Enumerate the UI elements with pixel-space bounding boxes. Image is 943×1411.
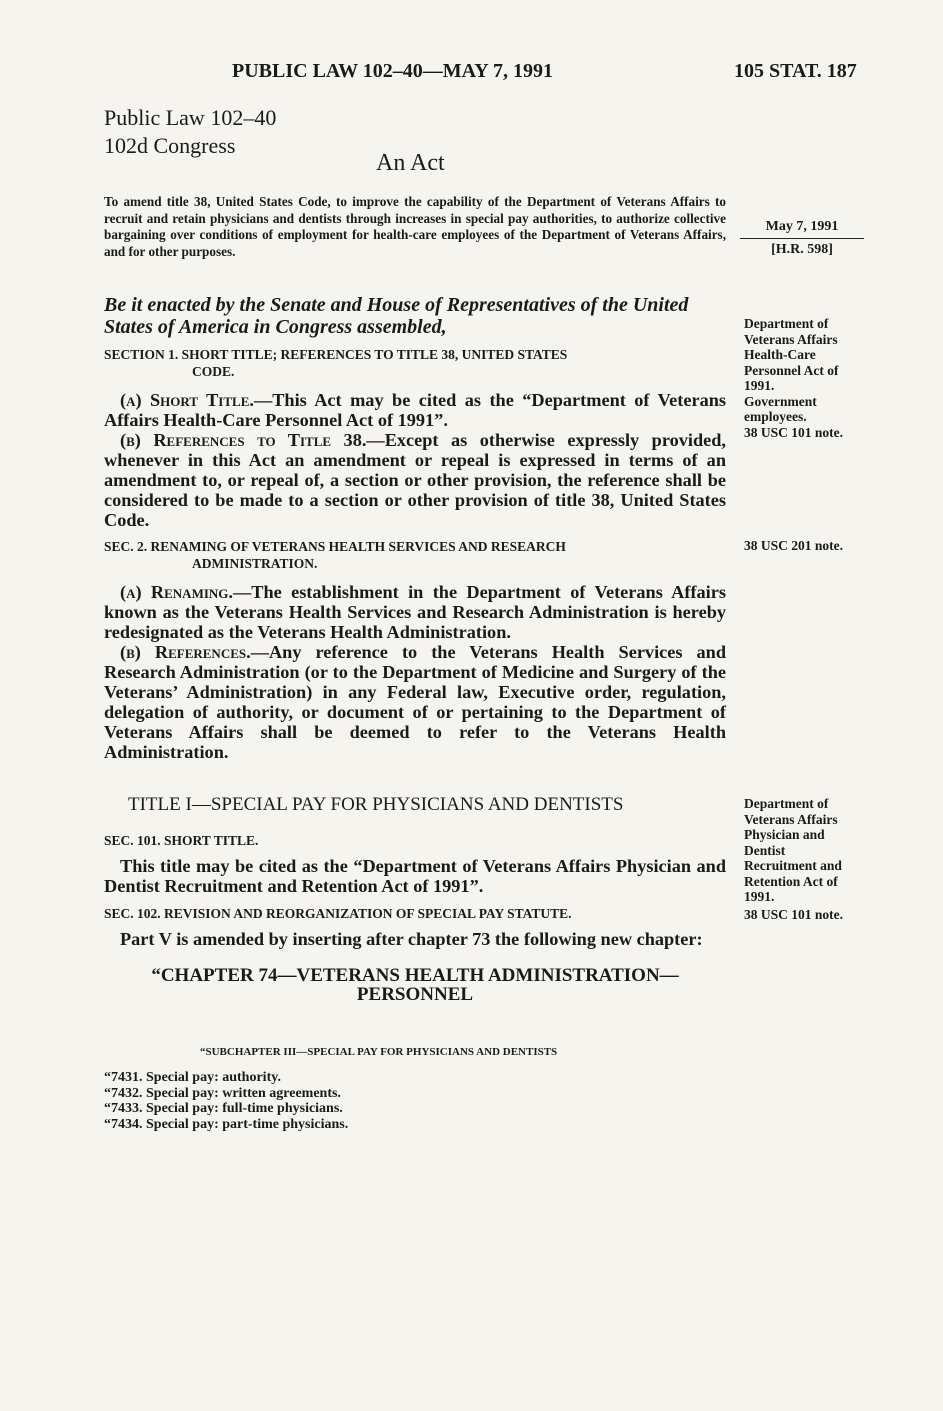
- enactment-date-block: [740, 218, 864, 259]
- margin-note-physician-act: [744, 796, 869, 905]
- title-1-heading: TITLE I—SPECIAL PAY FOR PHYSICIANS AND DENTISTS: [128, 794, 624, 815]
- section-2-b-text: —Any reference to the Veterans Health Services and Research Administration (or to the Department of Medicine and Surgery of the Veterans’ Administration) in any Federal law, Executive order, regulation, delegation of authority, or document of or pertaining to the Department of Veterans Affairs shall be deemed to refer to the Veterans Health Administration.: [104, 642, 727, 762]
- margin-note-line: Veterans Affairs: [744, 331, 838, 347]
- section-101-body: [104, 856, 726, 896]
- bill-number: [H.R. 598]: [771, 242, 833, 257]
- enactment-date: May 7, 1991: [740, 218, 864, 239]
- margin-note-line: Government: [744, 393, 817, 409]
- section-101-text: This title may be cited as the “Department of Veterans Affairs Physician and Dentist Recruitment and Retention Act of 1991”.: [104, 856, 726, 896]
- toc-item: “7432. Special pay: written agreements.: [104, 1085, 341, 1101]
- margin-note-line: Physician and: [744, 827, 825, 842]
- margin-note-line: employees.: [744, 409, 807, 424]
- margin-note-line: 1991.: [744, 889, 775, 904]
- section-1-body: [104, 390, 726, 530]
- margin-note-line: Department of: [744, 316, 829, 331]
- law-identification: [104, 104, 276, 160]
- margin-note-section-2: 38 USC 201 note.: [744, 538, 844, 553]
- act-label: An Act: [376, 150, 445, 176]
- chapter-74-heading: “CHAPTER 74—VETERANS HEALTH ADMINISTRATION— PERSONNEL: [151, 965, 679, 1005]
- section-2-a-label: (a) Renaming.: [120, 582, 233, 602]
- section-102-body: [104, 929, 726, 949]
- margin-note-line: Personnel Act of: [744, 362, 839, 378]
- toc-item: “7434. Special pay: part-time physicians.: [104, 1116, 349, 1132]
- margin-note-line: 38 USC 101 note.: [744, 424, 844, 440]
- margin-note-line: Veterans Affairs: [744, 811, 838, 827]
- subchapter-heading: “SUBCHAPTER III—SPECIAL PAY FOR PHYSICIANS AND DENTISTS: [200, 1046, 558, 1058]
- section-1-heading-line2: CODE.: [192, 364, 235, 379]
- toc-item: “7433. Special pay: full-time physicians.: [104, 1101, 343, 1116]
- congress-number: 102d Congress: [104, 133, 236, 158]
- section-2-a: [104, 582, 726, 642]
- margin-note-line: Retention Act of: [744, 873, 838, 889]
- purpose-clause: To amend title 38, United States Code, to improve the capability of the Department of Veterans Affairs to recruit and retain physicians and dentists through increases in special pay authorities, to authorize collective bargaining over conditions of employment for health-care employees of the Department of Veterans Affairs, and for other purposes.: [104, 194, 726, 259]
- margin-note-health-care-act: [744, 316, 869, 440]
- section-1-a-text: —This Act may be cited as the “Department of Veterans Affairs Health-Care Personnel Act of 1991”.: [104, 390, 726, 430]
- public-law-number: Public Law 102–40: [104, 105, 277, 130]
- section-1-heading-line1: SECTION 1. SHORT TITLE; REFERENCES TO TITLE 38, UNITED STATES: [104, 347, 568, 362]
- section-2-a-text: —The establishment in the Department of Veterans Affairs known as the Veterans Health Services and Research Administration is hereby redesignated as the Veterans Health Administration.: [104, 582, 726, 642]
- section-1-a-label: (a) Short Title.: [120, 390, 254, 410]
- section-102-text: Part V is amended by inserting after chapter 73 the following new chapter:: [120, 929, 703, 949]
- section-2-heading-line1: SEC. 2. RENAMING OF VETERANS HEALTH SERVICES AND RESEARCH: [104, 539, 566, 554]
- section-1-b-text: —Except as otherwise expressly provided, whenever in this Act an amendment or repeal is expressed in terms of an amendment to, or repeal of, a section or other provision, the reference shall be considered to be made to a section or other provision of title 38, United States Code.: [104, 430, 726, 530]
- section-2-b: [104, 642, 726, 762]
- section-2-heading-line2: ADMINISTRATION.: [192, 556, 318, 571]
- section-1-b: [104, 430, 726, 530]
- section-102-heading: SEC. 102. REVISION AND REORGANIZATION OF SPECIAL PAY STATUTE.: [104, 906, 572, 921]
- enacting-clause: Be it enacted by the Senate and House of Representatives of the United States of America in Congress assembled,: [104, 294, 689, 338]
- section-2-body: [104, 582, 726, 762]
- chapter-table-of-contents: [104, 1070, 348, 1132]
- margin-note-line: Department of: [744, 796, 829, 811]
- section-2-heading: [104, 538, 726, 572]
- margin-note-line: 1991.: [744, 378, 775, 393]
- section-1-heading: [104, 346, 726, 380]
- margin-note-section-102: 38 USC 101 note.: [744, 907, 844, 922]
- margin-note-line: Dentist: [744, 842, 786, 858]
- margin-note-line: Recruitment and: [744, 858, 842, 873]
- section-1-a: [104, 390, 726, 430]
- margin-note-line: Health-Care: [744, 347, 816, 362]
- toc-item: “7431. Special pay: authority.: [104, 1070, 281, 1085]
- section-2-b-label: (b) References.: [120, 642, 251, 662]
- running-head: PUBLIC LAW 102–40—MAY 7, 1991: [232, 60, 553, 82]
- section-101-heading: SEC. 101. SHORT TITLE.: [104, 833, 259, 848]
- stat-citation: 105 STAT. 187: [734, 60, 857, 82]
- section-1-b-label: (b) References to Title 38.: [120, 430, 367, 450]
